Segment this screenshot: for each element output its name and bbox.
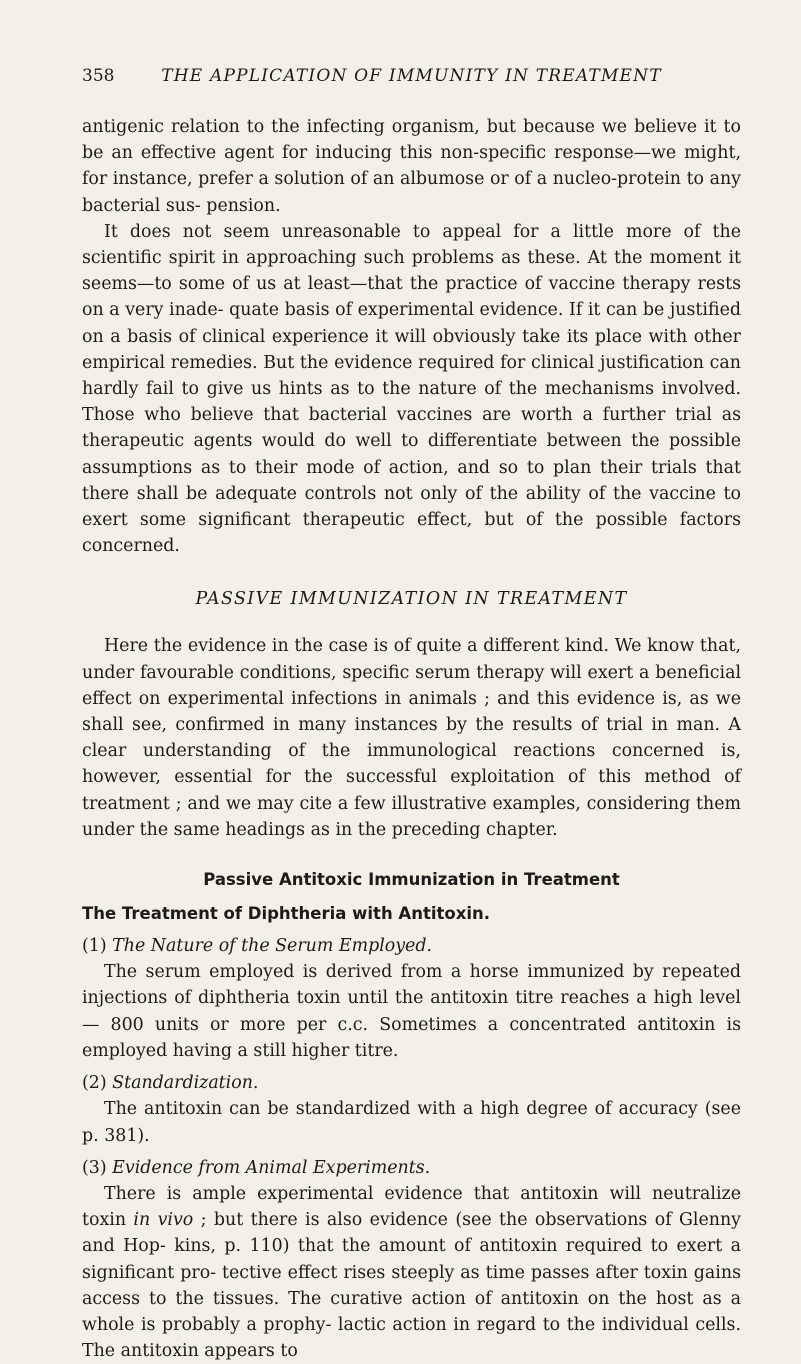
- subheading-2: [82, 1070, 741, 1096]
- heading-passive-antitoxic: Passive Antitoxic Immunization in Treatment: [203, 870, 620, 890]
- paragraph-scientific-spirit: It does not seem unreasonable to appeal for a little more of the scientific spirit in approaching such problems as these. At the moment it seems—to some of us at least—that the practice of vaccine therapy rests on a very inade- quate basis of experimental evidence. If it can be justified on a basis of clinical experience it will obviously take its place with other empirical remedies. But the evidence required for clinical justification can hardly fail to give us hints as to the nature of the mechanisms involved. Those who believe that bacterial vaccines are worth a further trial as therapeutic agents would do well to differentiate between the possible assumptions as to their mode of action, and so to plan their trials that there shall be adequate controls not only of the ability of the vaccine to exert some significant therapeutic effect, but of the possible factors concerned.: [82, 221, 741, 557]
- subheading-1-number: (1): [82, 936, 113, 957]
- subheading-2-number: (2): [82, 1073, 113, 1094]
- subheading-3-number: (3): [82, 1157, 113, 1178]
- running-head: [82, 66, 741, 88]
- subheading-2-title: Standardization.: [112, 1073, 259, 1094]
- italic-in-vivo: in vivo: [133, 1210, 194, 1231]
- subheading-3: [82, 1155, 741, 1181]
- paragraph-serum: The serum employed is derived from a horse immunized by repeated injections of diphtheria toxin until the antitoxin titre reaches a high level— 800 units or more per c.c. Sometimes a concentrated antitoxin is employed having a still higher titre.: [82, 962, 741, 1061]
- subheading-1: [82, 933, 741, 959]
- paragraph-animal-experiments: [82, 1181, 741, 1364]
- text-segment: ; but there is also evidence (see the observations of Glenny and Hop- kins, p. 110) that the amount of antitoxin required to exert a significant pro- tective effect rises steeply as time passes after toxin gains access to the tissues. The curative action of antitoxin on the host as a whole is probably a prophy- lactic action in regard to the individual cells. The antitoxin appears to: [82, 1210, 741, 1362]
- text-segment: There is ample experimental evidence that antitoxin will neutralize toxin: [82, 1183, 741, 1231]
- page-body: [82, 114, 741, 1364]
- page-number: 358: [82, 66, 115, 86]
- section-heading: PASSIVE IMMUNIZATION IN TREATMENT: [195, 589, 628, 610]
- paragraph-continuation: antigenic relation to the infecting organism, but because we believe it to be an effective agent for inducing this non-specific response—we might, for instance, prefer a solution of an albumose or of a nucleo-protein to any bacterial sus- pension.: [82, 117, 741, 216]
- paragraph-standardization: The antitoxin can be standardized with a high degree of accuracy (see p. 381).: [82, 1099, 741, 1146]
- running-title: THE APPLICATION OF IMMUNITY IN TREATMENT: [161, 66, 662, 86]
- heading-diphtheria: The Treatment of Diphtheria with Antitoxin.: [82, 904, 491, 924]
- paragraph-evidence: Here the evidence in the case is of quite a different kind. We know that, under favourable conditions, specific serum therapy will exert a beneficial effect on experimental infections in animals ; and this evidence is, as we shall see, confirmed in many instances by the results of trial in man. A clear understanding of the immunological reactions concerned is, however, essential for the successful exploitation of this method of treatment ; and we may cite a few illustrative examples, considering them under the same headings as in the preceding chapter.: [82, 636, 741, 840]
- subheading-3-title: Evidence from Animal Experiments.: [112, 1157, 431, 1178]
- subheading-1-title: The Nature of the Serum Employed.: [112, 936, 433, 957]
